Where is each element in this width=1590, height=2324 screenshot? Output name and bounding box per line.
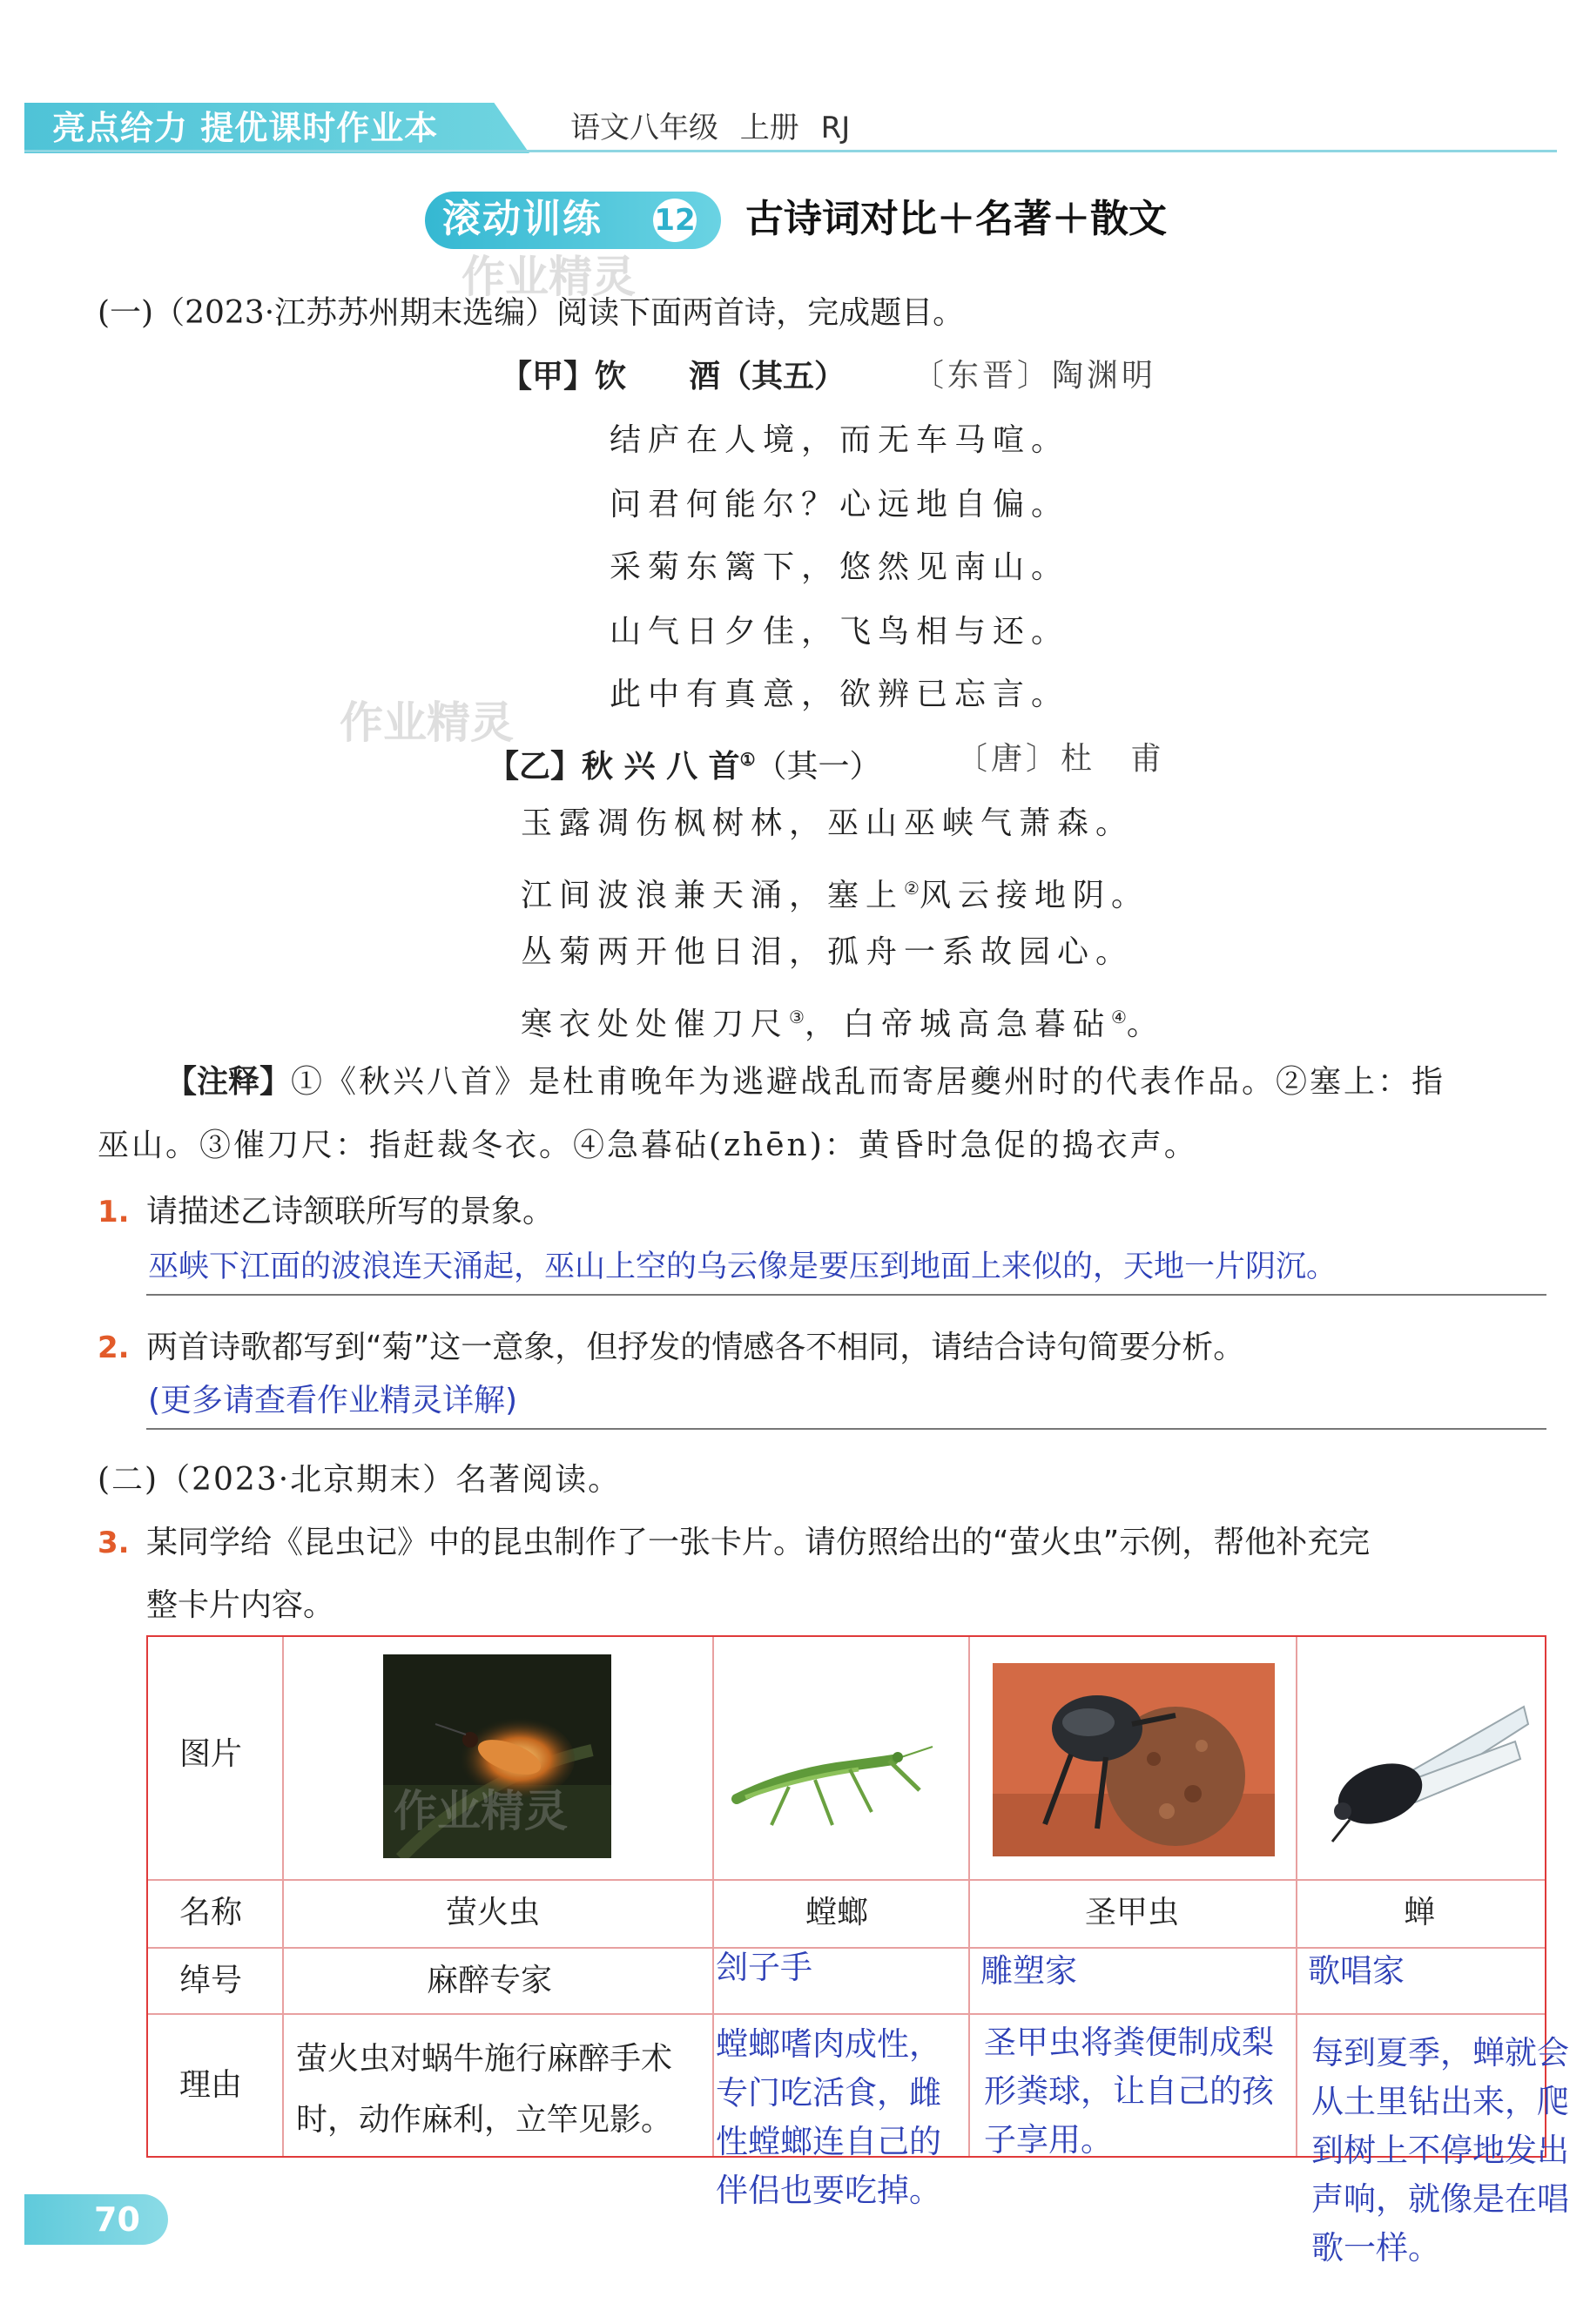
book-subject: 语文八年级 上册 RJ: [570, 111, 851, 145]
answer-1: 巫峡下江面的波浪连天涌起，巫山上空的乌云像是要压到地面上来似的，天地一片阴沉。: [148, 1250, 1337, 1284]
poem-a-line: 问君何能尔？心远地自偏。: [610, 487, 1070, 522]
question-number: 2.: [98, 1330, 130, 1365]
insect-reason-firefly: 萤火虫对蜗牛施行麻醉手术时，动作麻利，立竿见影。: [296, 2041, 673, 2138]
insect-name-cicada: 蝉: [1404, 1895, 1436, 1930]
row-label-nickname: 绰号: [179, 1963, 243, 1998]
insect-name-firefly: 萤火虫: [446, 1895, 541, 1930]
poem-b-line: 玉露凋伤枫树林，巫山巫峡气萧森。: [521, 805, 1135, 841]
insect-nickname-mantis: 刽子手: [716, 1949, 812, 1986]
table-col-divider: [968, 1637, 970, 2156]
watermark: 作业精灵: [340, 697, 514, 748]
cicada-image: [1315, 1681, 1533, 1855]
poem-a-author: 〔东晋〕陶渊明: [913, 358, 1157, 394]
book-brand: 亮点给力 提优课时作业本: [52, 109, 439, 147]
poem-b-line: 寒衣处处催刀尺③，白帝城高急暮砧④。: [521, 1007, 1165, 1042]
scarab-image: [993, 1663, 1275, 1856]
poem-b-line: 江间波浪兼天涌，塞上②风云接地阴。: [521, 878, 1149, 913]
poem-a-line: 此中有真意，欲辨已忘言。: [610, 677, 1070, 712]
header-divider: [24, 150, 1557, 152]
table-row-divider: [148, 2013, 1545, 2015]
poem-a-line: 结庐在人境，而无车马喧。: [610, 422, 1070, 458]
section2-heading: (二)（2023·北京期末）名著阅读。: [98, 1462, 622, 1498]
row-label-reason: 理由: [179, 2067, 243, 2103]
mantis-image: [719, 1712, 937, 1842]
insect-name-mantis: 螳螂: [805, 1895, 869, 1930]
question-2-text: 两首诗歌都写到“菊”这一意象，但抒发的情感各不相同，请结合诗句简要分析。: [146, 1330, 1245, 1365]
question-3-text: 整卡片内容。: [146, 1587, 335, 1623]
question-1-text: 请描述乙诗颔联所写的景象。: [146, 1194, 555, 1229]
title-badge-number: 12: [653, 199, 697, 242]
insect-nickname-firefly: 麻醉专家: [427, 1963, 553, 1998]
row-label-name: 名称: [179, 1895, 243, 1930]
watermark: 作业精灵: [394, 1786, 568, 1836]
insect-nickname-cicada: 歌唱家: [1308, 1952, 1405, 1990]
title-badge-text: 滚动训练: [442, 197, 603, 241]
insect-reason-mantis: 螳螂嗜肉成性，专门吃活食，雌性螳螂连自己的伴侣也要吃掉。: [716, 2025, 941, 2209]
poem-a-title: 【甲】饮 酒（其五）: [501, 358, 846, 394]
insect-reason-cicada: 每到夏季，蝉就会从土里钻出来，爬到树上不停地发出声响，就像是在唱歌一样。: [1311, 2034, 1569, 2267]
poem-a-line: 山气日夕佳，飞鸟相与还。: [610, 614, 1070, 650]
insect-nickname-scarab: 雕塑家: [980, 1952, 1077, 1990]
poem-a-line: 采菊东篱下，悠然见南山。: [610, 549, 1070, 585]
row-label-picture: 图片: [179, 1736, 243, 1772]
answer-line: [146, 1428, 1546, 1430]
table-col-divider: [712, 1637, 714, 2156]
answer-line: [146, 1294, 1546, 1296]
table-row-divider: [148, 1879, 1545, 1881]
annotation-line1: 【注释】①《秋兴八首》是杜甫晚年为逃避战乱而寄居夔州时的代表作品。②塞上：指: [165, 1063, 1446, 1100]
question-number: 1.: [98, 1195, 130, 1229]
poem-b-line: 丛菊两开他日泪，孤舟一系故园心。: [521, 934, 1135, 970]
poem-b-title: 【乙】秋 兴 八 首①（其一）: [488, 748, 881, 785]
table-col-divider: [1296, 1637, 1297, 2156]
watermark: 作业精灵: [462, 252, 636, 302]
question-3-text: 某同学给《昆虫记》中的昆虫制作了一张卡片。请仿照给出的“萤火虫”示例，帮他补充完: [146, 1525, 1371, 1560]
annotation-line2: 巫山。③催刀尺：指赶裁冬衣。④急暮砧(zhēn)：黄昏时急促的捣衣声。: [98, 1128, 1198, 1163]
page-title: 古诗词对比＋名著＋散文: [745, 197, 1167, 241]
poem-b-author: 〔唐〕杜 甫: [956, 741, 1166, 777]
question-number: 3.: [98, 1526, 130, 1560]
page-number: 70: [24, 2194, 168, 2245]
table-col-divider: [282, 1637, 284, 2156]
insect-name-scarab: 圣甲虫: [1085, 1895, 1180, 1930]
section1-heading: (一)（2023·江苏苏州期末选编）阅读下面两首诗，完成题目。: [98, 295, 965, 331]
insect-reason-scarab: 圣甲虫将粪便制成梨形粪球，让自己的孩子享用。: [984, 2024, 1274, 2159]
answer-2-link[interactable]: (更多请查看作业精灵详解): [148, 1383, 518, 1418]
